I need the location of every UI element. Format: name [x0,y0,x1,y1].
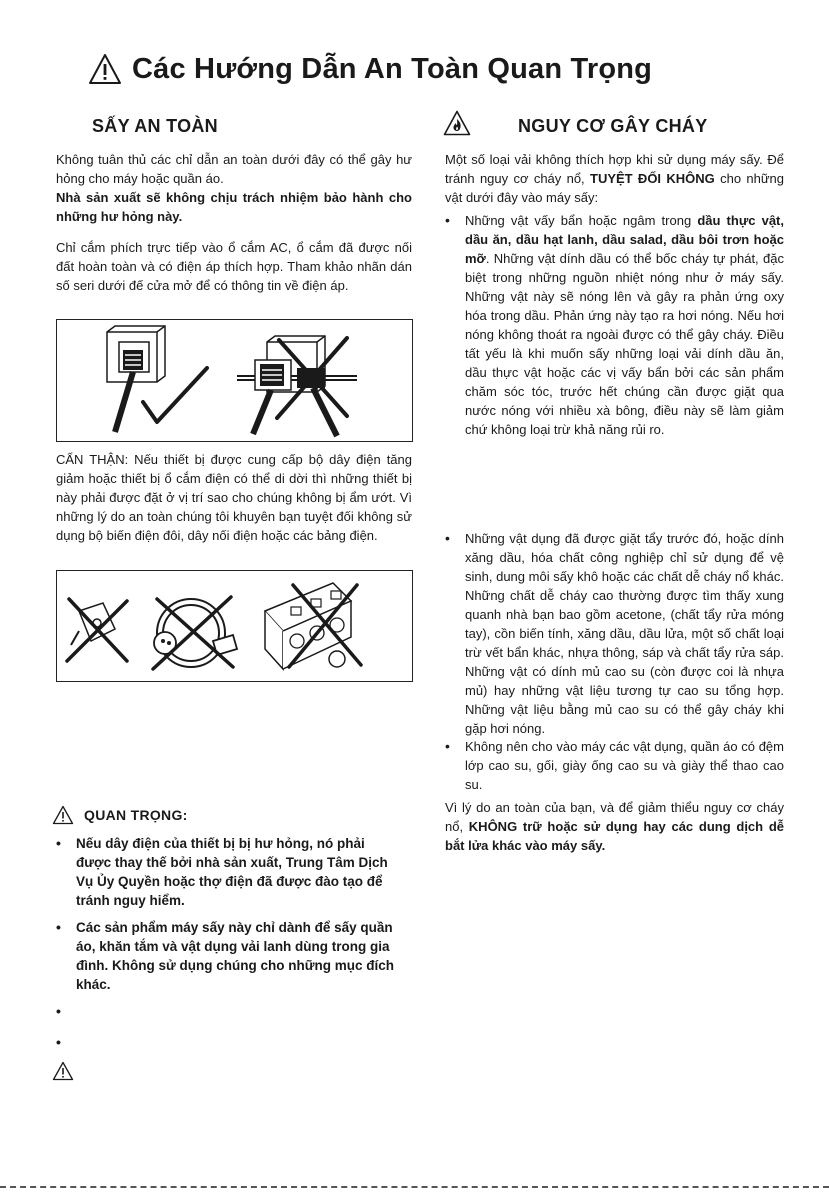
right-closing-text: Vì lý do an toàn của bạn, và để giảm thiểu nguy cơ cháy nổ, [445,800,784,834]
right-intro-text-end: cho những vật dưới đây vào máy sấy: [445,171,784,205]
fire-hazard-list-2 [445,529,784,738]
left-plug-instruction: Chỉ cắm phích trực tiếp vào ổ cắm AC, ổ cắm đã được nối đất hoàn toàn và có điện áp thích hợp. Tham khảo nhãn dán số seri dưới đế cửa mở để có thông tin về điện áp. [56,240,412,293]
incorrect-plug-illustration [237,336,357,436]
left-caution-text: CẨN THẬN: Nếu thiết bị được cung cấp bộ dây điện tăng giảm hoặc thiết bị ổ cắm điện có thể di dời thì những thiết bị này phải được đặt ở vị trí sao cho chúng không bị ẩm ướt. Vì những lý do an toàn chúng tôi khuyên bạn tuyệt đối không sử dụng bộ biến điện đôi, dây nối điện hoặc các bảng điện. [56,452,412,543]
right-closing-bold: KHÔNG trữ hoặc sử dụng hay các dung dịch dễ bắt lửa khác vào máy sấy. [445,819,784,853]
warning-triangle-icon [88,53,122,85]
adaptor-illustration-box [56,570,413,682]
right-intro [445,150,784,207]
important-item: • Nếu dây điện của thiết bị bị hư hỏng, nó phải được thay thế bởi nhà sản xuất, Trung Tâm Dịch Vụ Ủy Quyền hoặc thợ điện đã được đào tạo để tránh nguy hiểm. [56,834,402,910]
page-title: Các Hướng Dẫn An Toàn Quan Trọng [132,52,653,85]
fire-hazard-list-1 [445,211,784,439]
power-board-crossed [265,583,361,669]
important-heading-row [52,805,188,825]
socket-illustration [57,320,412,441]
extension-cord-crossed [153,597,237,669]
double-adaptor-crossed [67,599,127,661]
fire-hazard-icon [443,110,471,136]
page-bottom-border [0,1186,829,1188]
section-heading-safe-drying: SẤY AN TOÀN [92,116,218,136]
list-item-text-end: . Những vật dính dầu có thể bốc cháy tự phát, đặc biệt trong những nguồn nhiệt nóng như ở máy sấy. Những vật này sẽ nóng lên và gây ra phản ứng oxy hóa trong dầu. Phản ứng này tạo ra hơi nóng. Nếu hơi nóng không thoát ra ngoài được có thể gây cháy. Điều tất yếu là khi muốn sấy những loại vải dính dầu ăn, dầu thực vật hoặc các vị vấy bẩn bởi các sản phẩm chăm sóc tóc, trước hết chúng cần được giặt qua nước nóng với nhiều xà bông, điều này sẽ làm giảm chứ không loại trừ khả năng rủi ro. [465,251,784,437]
important-heading: QUAN TRỌNG: [84,807,188,823]
fire-hazard-list-3 [445,737,784,794]
warning-triangle-icon [52,1061,74,1081]
right-intro-bold: TUYỆT ĐỐI KHÔNG [590,171,715,186]
list-item-text: Những vật vấy bẩn hoặc ngâm trong [465,213,698,228]
left-intro-bold: Nhà sản xuất sẽ không chịu trách nhiệm bảo hành cho những hư hỏng này. [56,190,412,224]
right-closing [445,798,784,855]
list-item [445,211,784,439]
important-item: • Các sản phẩm máy sấy này chỉ dành để sấy quần áo, khăn tắm và vật dụng vải lanh dùng trong gia đình. Không sử dụng chúng cho những mục đích khác. [56,918,402,994]
warning-triangle-icon [52,805,74,825]
list-item-bold: dầu thực vật, dầu ăn, dầu hạt lanh, dầu salad, dầu bôi trơn hoặc mỡ [465,213,785,266]
section-heading-fire-hazard: NGUY CƠ GÂY CHÁY [518,116,708,136]
left-intro [56,150,412,226]
list-item: • Những vật dụng đã được giặt tẩy trước đó, hoặc dính xăng dầu, hóa chất công nghiệp chỉ sử dụng để vệ sinh, dung môi sấy khô hoặc các chất dễ cháy nổ khác. Những chất dễ cháy cao thường được tìm thấy xung quanh nhà bạn bao gồm acetone, (chất tẩy rửa móng tay), cồn biến tính, xăng dầu, dầu lửa, một số chất loại trừ vết bẩn khác, nhựa thông, sáp và chất tẩy rửa sáp. Những vật có dính mủ cao su (còn được coi là nhựa mủ) hay những vật liệu tương tự cao su tổng hợp. Những vật liệu bằng mủ cao su có thể gây cháy khi gặp hơi nóng. [445,529,784,738]
correct-plug-illustration [107,326,207,432]
left-intro-text: Không tuân thủ các chỉ dẫn an toàn dưới đây có thể gây hư hỏng cho máy hoặc quần áo. [56,152,412,186]
important-item [56,1002,402,1021]
page-title-row [88,46,652,92]
right-intro-text: Một số loại vải không thích hợp khi sử dụng máy sấy. Để tránh nguy cơ cháy nổ, [445,152,784,186]
socket-illustration-box [56,319,413,442]
important-item [56,1033,402,1052]
adaptor-illustration [57,571,412,681]
important-list [56,834,402,1052]
list-item: • Không nên cho vào máy các vật dụng, quần áo có đệm lớp cao su, gối, giày ống cao su và giày thể thao cao su. [445,737,784,794]
